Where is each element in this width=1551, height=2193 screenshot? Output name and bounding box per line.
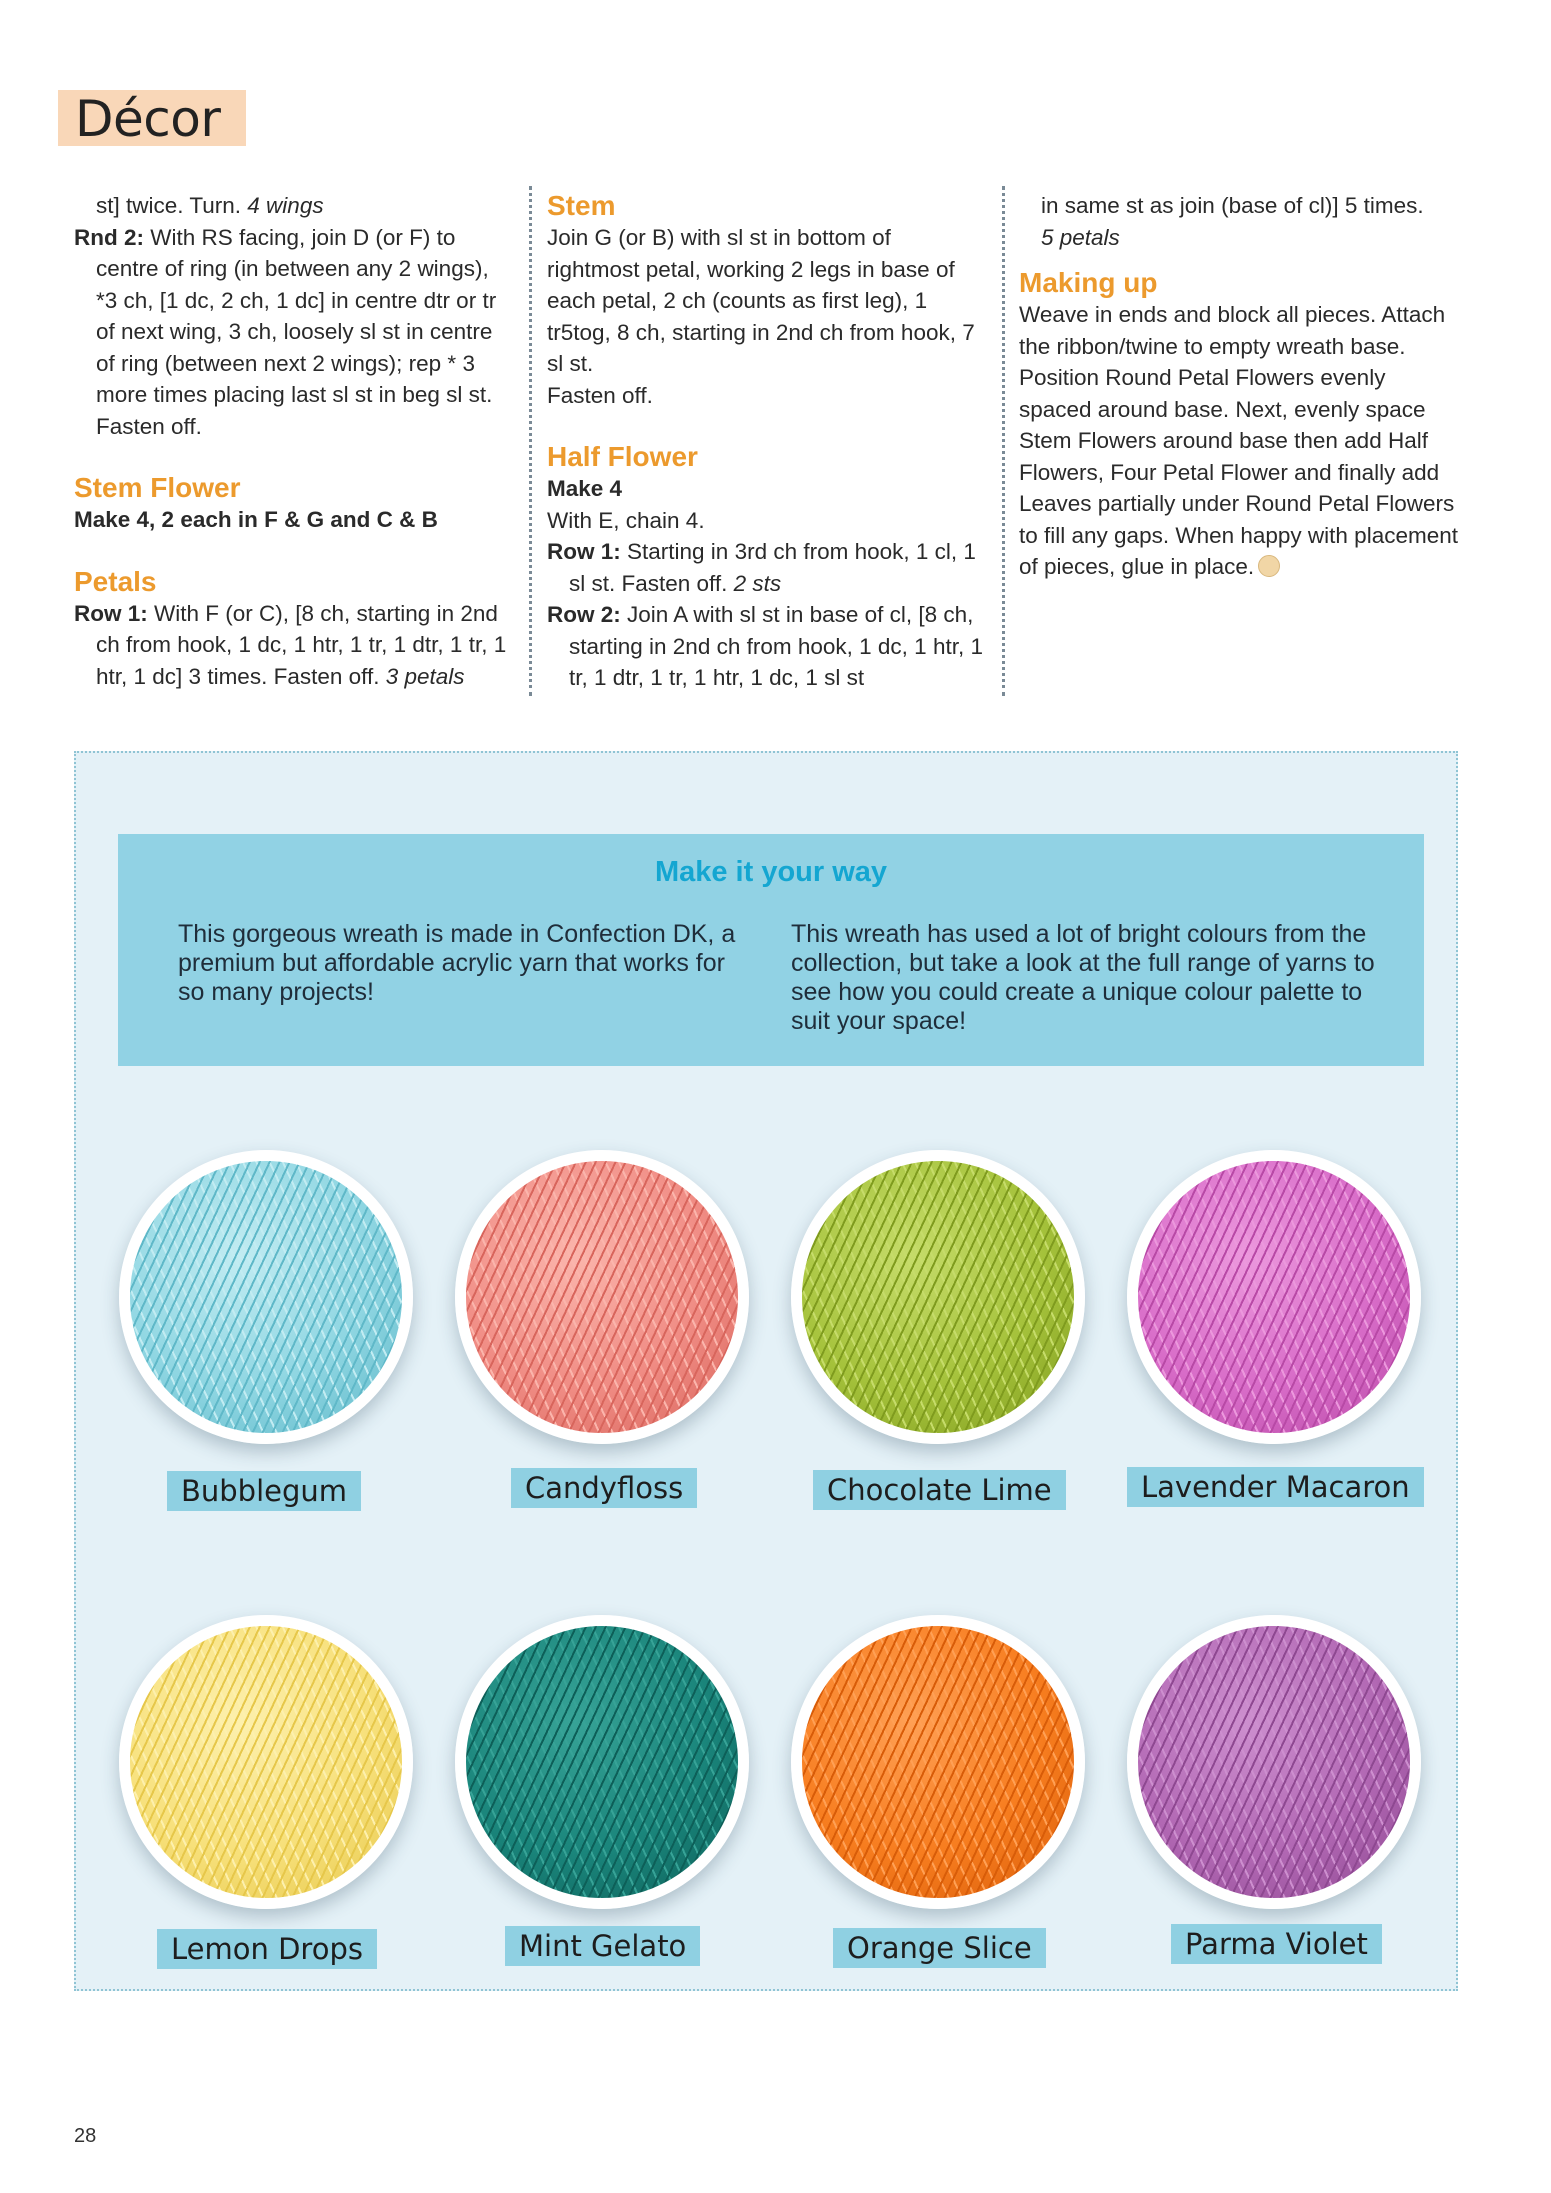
- section-heading: Stem Flower: [74, 472, 241, 503]
- instruction-text: With RS facing, join D (or F) to centre of ring (in between any 2 wings), *3 ch, [1 dc, 2 ch, 1 dc] in centre dtr or tr of next wing, 3 ch, loosely sl st in centre of ring (between next 2 wings); rep * 3 more times placing last sl st in beg sl st.: [96, 224, 497, 407]
- paragraph: Join G (or B) with sl st in bottom of rightmost petal, working 2 legs in base of each petal, 2 ch (counts as first leg), 1 tr5tog, 8 ch, starting in 2nd ch from hook, 7 sl st.: [547, 225, 975, 376]
- text-column-3: [1019, 190, 1459, 583]
- row-label: Row 1:: [74, 600, 148, 626]
- yarn-label: Lavender Macaron: [1127, 1467, 1424, 1507]
- section-heading: Petals: [74, 565, 157, 597]
- paragraph: [1019, 299, 1459, 583]
- column-divider: [529, 186, 532, 696]
- section-tab: [58, 90, 246, 146]
- stitch-count: 3 petals: [385, 663, 465, 689]
- yarn-label: Candyfloss: [511, 1468, 697, 1508]
- make-instruction: Make 4, 2 each in F & G and C & B: [74, 507, 438, 532]
- section-heading: Half Flower: [547, 441, 698, 472]
- banner-title: Make it your way: [654, 856, 888, 888]
- row-label: Row 1:: [547, 539, 621, 564]
- page-number: 28: [74, 2125, 97, 2147]
- column-divider: [1002, 186, 1005, 696]
- yarn-ball-bubblegum: [119, 1150, 413, 1444]
- stitch-count: 5 petals: [1041, 224, 1120, 250]
- yarn-label: Mint Gelato: [505, 1926, 700, 1966]
- yarn-ball-orange-slice: [791, 1615, 1085, 1909]
- paragraph: [74, 222, 514, 411]
- stitch-count: 4 wings: [247, 193, 324, 218]
- yarn-ball-lemon-drops: [119, 1615, 413, 1909]
- paragraph: [74, 190, 514, 222]
- paragraph: With E, chain 4.: [547, 507, 705, 533]
- banner-text-left: This gorgeous wreath is made in Confection DK, a premium but affordable acrylic yarn that works for so many projects!: [178, 920, 736, 1006]
- yarn-ball-lavender-macaron: [1127, 1150, 1421, 1444]
- paragraph: [547, 599, 987, 694]
- yarn-label: Bubblegum: [167, 1471, 361, 1511]
- paragraph: Fasten off.: [96, 413, 202, 439]
- section-title: Décor: [75, 90, 221, 148]
- instruction-text: Join A with sl st in base of cl, [8 ch, starting in 2nd ch from hook, 1 dc, 1 htr, 1 tr, 1 dtr, 1 tr, 1 htr, 1 dc, 1 sl st: [569, 602, 983, 690]
- instruction-text: With F (or C), [8 ch, starting in 2nd ch from hook, 1 dc, 1 htr, 1 tr, 1 dtr, 1 tr, 1 htr, 1 dc] 3 times. Fasten off.: [96, 600, 507, 689]
- instruction-text: Weave in ends and block all pieces. Attach the ribbon/twine to empty wreath base. Position Round Petal Flowers evenly spaced around base. Next, evenly space Stem Flowers around base then add Half Flowers, Four Petal Flower and finally add Leaves partially under Round Petal Flowers to fill any gaps. When happy with placement of pieces, glue in place.: [1019, 302, 1458, 579]
- yarn-label: Parma Violet: [1171, 1924, 1382, 1964]
- round-label: Rnd 2:: [74, 224, 144, 250]
- yarn-label: Chocolate Lime: [813, 1470, 1066, 1510]
- banner-text-right: This wreath has used a lot of bright colours from the collection, but take a look at the full range of yarns to see how you could create a unique colour palette to suit your space!: [791, 920, 1375, 1035]
- paragraph: [74, 598, 514, 693]
- make-it-your-way-banner: [118, 834, 1424, 1066]
- make-instruction: Make 4: [547, 476, 623, 501]
- yarn-label: Lemon Drops: [157, 1929, 377, 1969]
- section-heading: Stem: [547, 190, 616, 221]
- end-mark-icon: [1258, 555, 1280, 577]
- row-label: Row 2:: [547, 602, 621, 627]
- text-column-2: [547, 190, 987, 694]
- paragraph: Fasten off.: [547, 382, 653, 408]
- paragraph: [547, 536, 987, 599]
- yarn-ball-mint-gelato: [455, 1615, 749, 1909]
- stitch-count: 2 sts: [733, 570, 782, 596]
- paragraph: in same st as join (base of cl)] 5 times.: [1041, 193, 1424, 218]
- yarn-ball-parma-violet: [1127, 1615, 1421, 1909]
- yarn-ball-candyfloss: [455, 1150, 749, 1444]
- text-column-1: [74, 190, 514, 692]
- instruction-text: Starting in 3rd ch from hook, 1 cl, 1 sl st. Fasten off.: [569, 539, 976, 596]
- yarn-ball-chocolate-lime: [791, 1150, 1085, 1444]
- section-heading: Making up: [1019, 267, 1158, 298]
- yarn-label: Orange Slice: [833, 1928, 1046, 1968]
- instruction-text: st] twice. Turn.: [96, 193, 248, 218]
